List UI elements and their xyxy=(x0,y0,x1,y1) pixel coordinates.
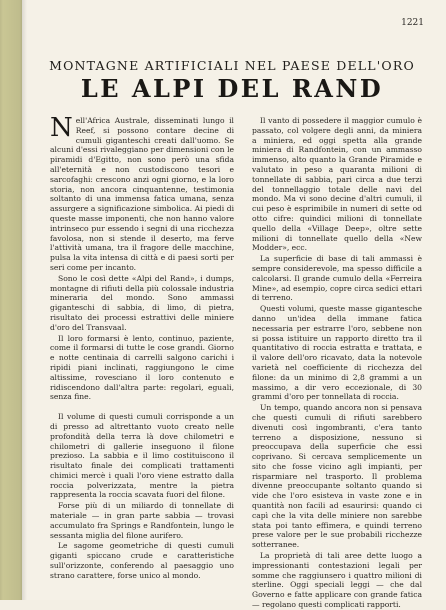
text-column-left xyxy=(50,113,234,581)
article-title: LE ALPI DEL RAND xyxy=(80,74,384,103)
paragraph: Le sagome geometriche di questi cumuli giganti spiccano crude e caratteristiche sull'orizzonte, conferendo al paesaggio uno strano carattere, forse unico al mondo. xyxy=(50,541,234,580)
paragraph: Questi volumi, queste masse gigantesche danno un'idea della immane fatica necessaria per estrarre l'oro, sebbene non si possa istituire un rapporto diretto tra il quantitativo di roccia estratta e trattata, e il valore dell'oro ricavato, data la notevole varietà nel coefficiente di ricchezza del filone: da un minimo di 2,8 grammi a un massimo, a dir vero eccezionale, di 30 grammi d'oro per tonnellata di roccia. xyxy=(252,304,422,402)
paragraph: Il loro formarsi è lento, continuo, paziente, come il formarsi di tutte le cose grandi. Giorno e notte centinaia di carrelli salgono carichi i ripidi piani inclinati, raggiungono le cime altissime, rovesciano il loro contenuto e ridiscendono dall'altra parte: regolari, eguali, senza fine. xyxy=(50,333,234,402)
paragraph: La proprietà di tali aree dette luogo a impressionanti contestazioni legali per somme che raggiunsero i quattro milioni di sterline. Oggi speciali leggi — che dal Governo e fatte applicare con grande fatica — regolano questi complicati rapporti. xyxy=(252,551,422,610)
article-supertitle: MONTAGNE ARTIFICIALI NEL PAESE DELL'ORO xyxy=(49,58,415,73)
paragraph: Forse più di un miliardo di tonnellate di materiale — in gran parte sabbia — trovasi accumulato fra Springs e Randfontein, lungo le sessanta miglia del filone aurifero. xyxy=(50,501,234,540)
paragraph: Il volume di questi cumuli corrisponde a un di presso ad altrettanto vuoto creato nelle profondità della terra là dove chilometri e chilometri di gallerie inseguono il filone prezioso. La sabbia e il limo costituiscono il risultato finale dei complicati trattamenti chimici mercè i quali l'oro viene estratto dalla roccia polverizzata, mentre la pietra rappresenta la roccia scavata fuori del filone. xyxy=(50,412,234,500)
page-number: 1221 xyxy=(401,18,424,28)
text-column-right xyxy=(252,116,422,610)
paragraph-text: ell'Africa Australe, disseminati lungo il Reef, si possono contare decine di cumuli giganteschi creati dall'uomo. Se alcuni d'essi rivaleggiano per dimensioni con le piramidi d'Egitto, non sono però una sfida all'eternità e non custodiscono tesori e sarcofaghi: crescono anzi ogni giorno, e la loro storia, non ancora cinquantenne, testimonia soltanto di una immensa fatica umana, senza assurgere a significazione simbolica. Ai piedi di queste masse imponenti, che non hanno valore intrinseco pur essendo i segni di una ricchezza favolosa, non si stende il deserto, ma ferve l'attività umana, tra il fragore delle macchine, pulsa la vita intensa di città e di paesi sorti per seri come per incanto. xyxy=(50,116,234,272)
paragraph: La superficie di base di tali ammassi è sempre considerevole, ma spesso difficile a calcolarsi. Il grande cumulo della «Ferreira Mine», ad esempio, copre circa sedici ettari di terreno. xyxy=(252,254,422,303)
page-gutter-shadow xyxy=(22,0,27,600)
paragraph: Il vanto di possedere il maggior cumulo è passato, col volgere degli anni, da miniera a miniera, ed oggi spetta alla grande miniera di Randfontein, con un ammasso immenso, alto quanto la Grande Piramide e valutato in peso a quaranta milioni di tonnellate di sabbia, pari circa a due terzi del tonnellaggio totale delle navi del mondo. Ma vi sono decine d'altri cumuli, il cui peso è esprimibile in numeri di sette od otto cifre: quindici milioni di tonnellate quello della «Village Deep», oltre sette milioni di tonnellate quello della «New Modder», ecc. xyxy=(252,116,422,253)
magazine-binding xyxy=(0,0,22,600)
paragraph: Sono le così dette «Alpi del Rand», i dumps, montagne di rifiuti della più colossale industria mineraria del mondo. Sono ammassi giganteschi di sabbia, di limo, di pietra, risultato dei processi estrattivi delle miniere d'oro del Transvaal. xyxy=(50,273,234,332)
drop-cap: N xyxy=(50,113,73,143)
paragraph: Un tempo, quando ancora non si pensava che questi cumuli di rifiuti sarebbero divenuti così ingombranti, c'era tanto terreno a disposizione, nessuno si preoccupava della superficie che essi coprivano. Si cercava semplicemente un sito che fosse vicino agli impianti, per risparmiare nel trasporto. Il problema divenne preoccupante soltanto quando si vide che l'oro esisteva in vaste zone e in quantità non facili ad esaurirsi: quando ci capì che la vita delle miniere non sarebbe stata poi tanto effimera, e quindi terreno prese valore per le sue probabili ricchezze sotterranee. xyxy=(252,403,422,550)
paragraph xyxy=(50,113,234,273)
